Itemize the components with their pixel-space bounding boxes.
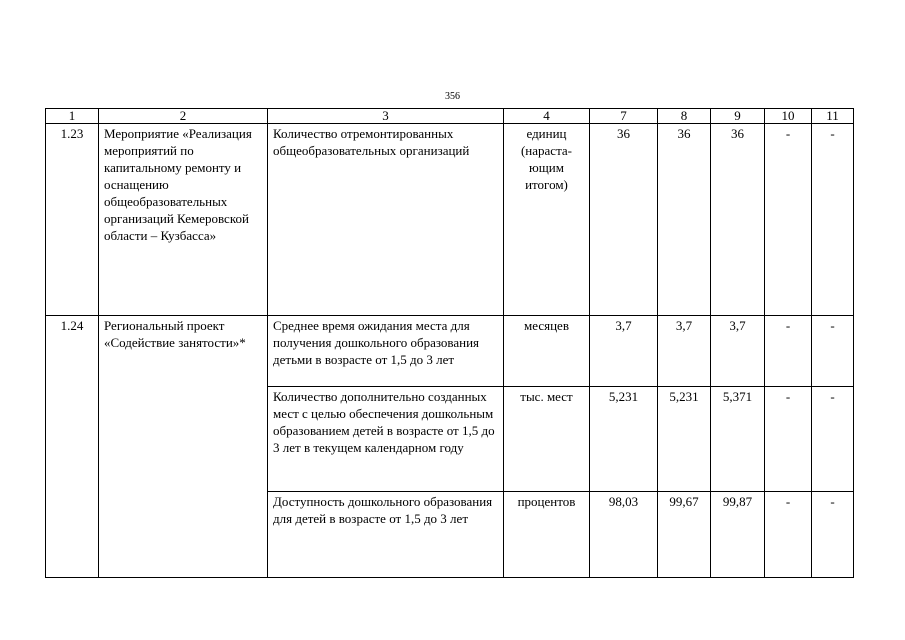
header-cell: 10 bbox=[765, 109, 812, 124]
value-col-10: - bbox=[765, 316, 812, 387]
value-col-9: 36 bbox=[711, 124, 765, 316]
header-cell: 3 bbox=[268, 109, 504, 124]
header-cell: 8 bbox=[658, 109, 711, 124]
unit: тыс. мест bbox=[504, 387, 590, 492]
indicator-name: Среднее время ожидания места для получения дошкольного образования детьми в возрасте от 1,5 до 3 лет bbox=[268, 316, 504, 387]
measure-name: Региональный проект «Содействие занятости»* bbox=[99, 316, 268, 578]
table-row bbox=[46, 124, 854, 316]
value-col-9: 99,87 bbox=[711, 492, 765, 578]
measure-name: Мероприятие «Реализация мероприятий по капитальному ремонту и оснащению общеобразовательных организаций Кемеровской области – Кузбасса» bbox=[99, 124, 268, 316]
indicator-name: Количество дополнительно созданных мест с целью обеспечения дошкольным образованием детей в возрасте от 1,5 до 3 лет в текущем календарном году bbox=[268, 387, 504, 492]
value-col-11: - bbox=[812, 316, 854, 387]
value-col-7: 5,231 bbox=[590, 387, 658, 492]
header-cell: 1 bbox=[46, 109, 99, 124]
header-cell: 2 bbox=[99, 109, 268, 124]
value-col-8: 5,231 bbox=[658, 387, 711, 492]
row-number: 1.24 bbox=[46, 316, 99, 578]
value-col-8: 36 bbox=[658, 124, 711, 316]
header-cell: 4 bbox=[504, 109, 590, 124]
value-col-9: 3,7 bbox=[711, 316, 765, 387]
value-col-11: - bbox=[812, 124, 854, 316]
value-col-7: 36 bbox=[590, 124, 658, 316]
page-number: 356 bbox=[445, 91, 460, 102]
header-cell: 9 bbox=[711, 109, 765, 124]
value-col-8: 3,7 bbox=[658, 316, 711, 387]
header-cell: 7 bbox=[590, 109, 658, 124]
value-col-10: - bbox=[765, 124, 812, 316]
indicator-name: Доступность дошкольного образования для детей в возрасте от 1,5 до 3 лет bbox=[268, 492, 504, 578]
unit: процентов bbox=[504, 492, 590, 578]
value-col-8: 99,67 bbox=[658, 492, 711, 578]
indicators-table bbox=[45, 108, 854, 578]
value-col-9: 5,371 bbox=[711, 387, 765, 492]
header-cell: 11 bbox=[812, 109, 854, 124]
row-number: 1.23 bbox=[46, 124, 99, 316]
value-col-11: - bbox=[812, 492, 854, 578]
table-row bbox=[46, 316, 854, 387]
value-col-10: - bbox=[765, 492, 812, 578]
unit: месяцев bbox=[504, 316, 590, 387]
indicator-name: Количество отремонтированных общеобразовательных организаций bbox=[268, 124, 504, 316]
value-col-11: - bbox=[812, 387, 854, 492]
table-header-row bbox=[46, 109, 854, 124]
value-col-7: 3,7 bbox=[590, 316, 658, 387]
value-col-7: 98,03 bbox=[590, 492, 658, 578]
unit: единиц (нараста-ющим итогом) bbox=[504, 124, 590, 316]
value-col-10: - bbox=[765, 387, 812, 492]
